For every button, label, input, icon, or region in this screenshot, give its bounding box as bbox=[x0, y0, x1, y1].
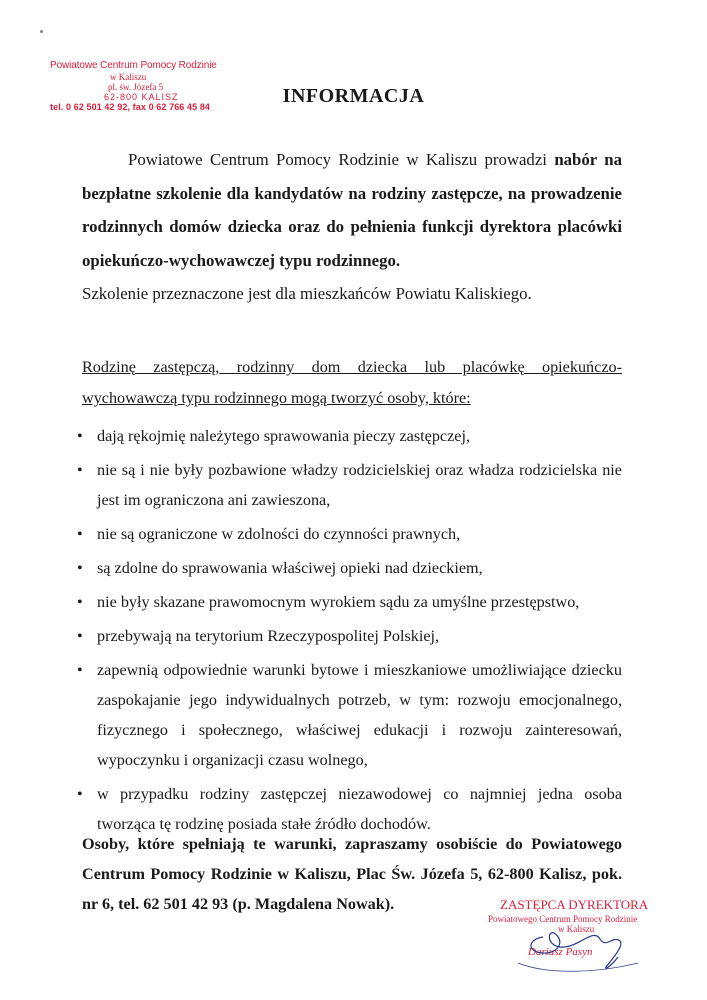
list-item bbox=[77, 519, 622, 549]
page-title: INFORMACJA bbox=[282, 85, 425, 107]
list-item-text: nie były skazane prawomocnym wyrokiem sądu za umyślne przestępstwo, bbox=[97, 593, 580, 611]
bullet-icon: • bbox=[77, 427, 83, 445]
list-item-text: są zdolne do sprawowania właściwej opieki nad dzieckiem, bbox=[97, 559, 483, 577]
intro-lead: Powiatowe Centrum Pomocy Rodzinie w Kaliszu prowadzi bbox=[128, 150, 547, 169]
bullet-icon: • bbox=[77, 559, 83, 577]
list-item-text: nie są ograniczone w zdolności do czynności prawnych, bbox=[97, 525, 461, 543]
intro-bold: nabór na bezpłatne szkolenie dla kandydatów na rodziny zastępcze, na prowadzenie rodzinnych domów dziecka oraz do pełnienia funkcji dyrektora placówki opiekuńczo-wychowawczej typu rodzinnego. bbox=[82, 150, 622, 270]
intro-paragraph bbox=[82, 143, 622, 311]
list-item bbox=[77, 621, 622, 651]
intro-second: Szkolenie przeznaczone jest dla mieszkańców Powiatu Kaliskiego. bbox=[82, 284, 532, 303]
handwritten-signature-icon bbox=[488, 897, 688, 977]
signature-place: w Kaliszu bbox=[558, 924, 595, 934]
list-item bbox=[77, 455, 622, 515]
list-item-text: nie są i nie były pozbawione władzy rodzicielskiej oraz władza rodzicielska nie jest im ograniczona ani zawieszona, bbox=[97, 461, 622, 509]
stamp-line: tel. 0 62 501 42 92, fax 0 62 766 45 84 bbox=[50, 102, 211, 112]
stamp-line: w Kaliszu bbox=[110, 72, 147, 82]
bullet-icon: • bbox=[77, 661, 83, 679]
closing-paragraph: Osoby, które spełniają te warunki, zapraszamy osobiście do Powiatowego Centrum Pomocy Rodzinie w Kaliszu, Plac Św. Józefa 5, 62-800 Kalisz, pok. nr 6, tel. 62 501 42 93 (p. Magdalena Nowak). bbox=[82, 835, 622, 913]
list-item bbox=[77, 553, 622, 583]
list-item-text: w przypadku rodziny zastępczej niezawodowej co najmniej jedna osoba tworząca tę rodzinę posiada stałe źródło dochodów. bbox=[97, 785, 622, 833]
list-item bbox=[77, 421, 622, 451]
list-item-text: dają rękojmię należytego sprawowania pieczy zastępczej, bbox=[97, 427, 471, 445]
signature-stamp bbox=[488, 897, 688, 977]
bullet-icon: • bbox=[77, 461, 83, 479]
stamp-line: Powiatowe Centrum Pomocy Rodzinie bbox=[50, 60, 217, 71]
bullet-icon: • bbox=[77, 525, 83, 543]
bullet-icon: • bbox=[77, 627, 83, 645]
criteria-list bbox=[77, 421, 622, 843]
signature-role: ZASTĘPCA DYREKTORA bbox=[500, 897, 649, 912]
list-item-text: zapewnią odpowiednie warunki bytowe i mieszkaniowe umożliwiające dziecku zaspokajanie jego indywidualnych potrzeb, w tym: rozwoju emocjonalnego, fizycznego i społecznego, właściwej edukacji i rozwoju zainteresowań, wypoczynku i organizacji czasu wolnego, bbox=[97, 661, 622, 769]
list-item bbox=[77, 655, 622, 775]
signature-org: Powiatowego Centrum Pomocy Rodzinie bbox=[488, 914, 638, 924]
signature-name: Dariusz Pasyn bbox=[528, 946, 593, 958]
stamp-line: 62-800 KALISZ bbox=[104, 92, 179, 102]
list-item-text: przebywają na terytorium Rzeczypospolitej Polskiej, bbox=[97, 627, 440, 645]
stamp-line: pl. św. Józefa 5 bbox=[108, 82, 164, 92]
scan-speck bbox=[40, 30, 43, 33]
bullet-icon: • bbox=[77, 593, 83, 611]
list-item bbox=[77, 587, 622, 617]
criteria-heading: Rodzinę zastępczą, rodzinny dom dziecka lub placówkę opiekuńczo-wychowawczą typu rodzinnego mogą tworzyć osoby, które: bbox=[82, 358, 622, 407]
bullet-icon: • bbox=[77, 785, 83, 803]
